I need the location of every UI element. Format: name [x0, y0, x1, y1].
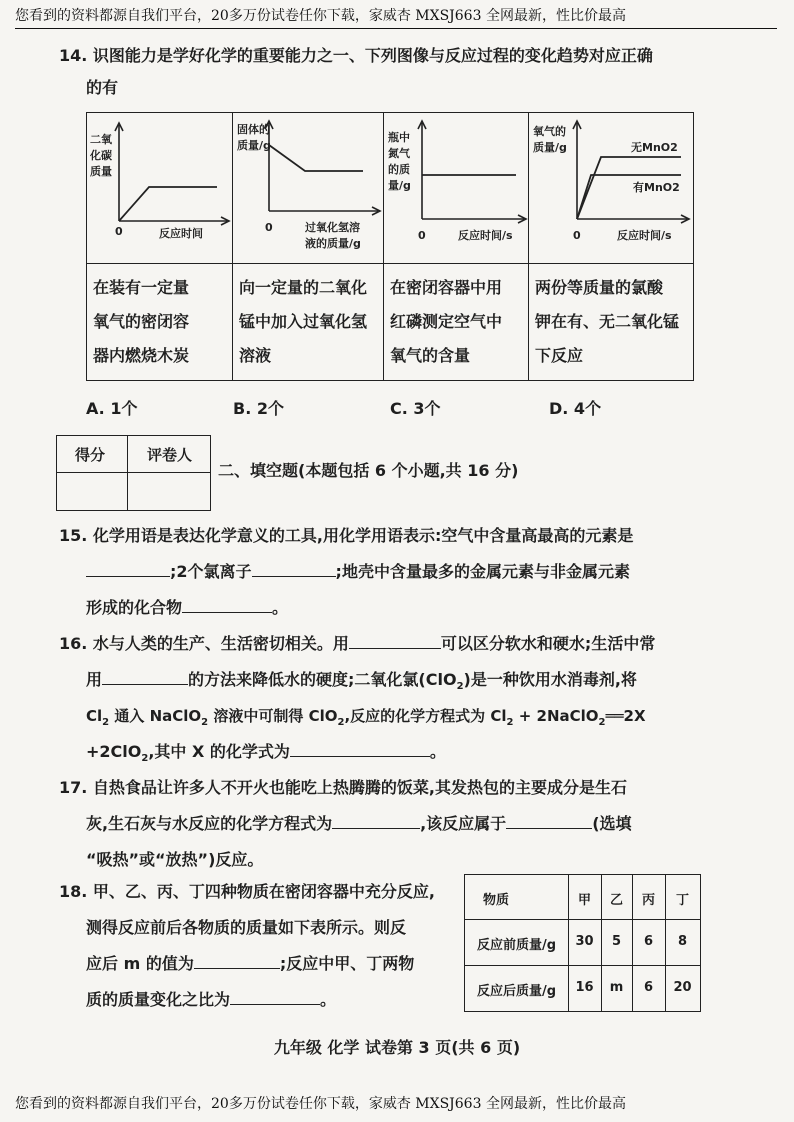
graph-d-curve-label: 无MnO2 [631, 141, 678, 154]
table-cell: 20 [673, 980, 692, 995]
graph-b-ylabel: 质量/g [237, 139, 271, 152]
table-header: 物质 [482, 893, 509, 908]
q15-line2: ;2个氯离子 ;地壳中含量最多的金属元素与非金属元素 [86, 556, 630, 588]
table-header: 丁 [675, 893, 689, 908]
q17-line1: 17. 自热食品让许多人不开火也能吃上热腾腾的饭菜,其发热包的主要成分是生石 [59, 778, 627, 797]
q17-blank[interactable] [332, 810, 420, 829]
page-number-footer: 九年级 化学 试卷第 3 页(共 6 页) [273, 1038, 521, 1057]
q18-blank[interactable] [194, 950, 280, 969]
q16-line4: +2ClO$_2$,其中 X 的化学式为 。 [86, 736, 446, 775]
q16-line1: 16. 水与人类的生产、生活密切相关。用 可以区分软水和硬水;生活中常 [59, 628, 655, 660]
graph-b-ylabel: 固体的 [237, 123, 270, 136]
q16-blank[interactable] [102, 666, 188, 685]
graph-a-ylabel: 化碳 [90, 149, 112, 162]
table-cell: m [609, 980, 624, 995]
table-cell: 6 [643, 934, 654, 949]
q14-line1: 14. 识图能力是学好化学的重要能力之一、下列图像与反应过程的变化趋势对应正确 [59, 46, 653, 65]
graph-b-xlabel: 过氧化氢溶 [305, 221, 360, 234]
q18-line4: 质的质量变化之比为 。 [86, 984, 336, 1016]
q17-line2: 灰,生石灰与水反应的化学方程式为 ,该反应属于 (选填 [86, 808, 632, 840]
q18-line2: 测得反应前后各物质的质量如下表所示。则反 [86, 918, 407, 937]
table-cell: 反应后质量/g [476, 984, 557, 999]
graph-d-description: 两份等质量的氯酸 钾在有、无二氧化锰 下反应 [535, 278, 680, 365]
table-cell: 16 [575, 980, 594, 995]
graph-d-ylabel: 氧气的 [533, 125, 566, 138]
q18-blank[interactable] [230, 986, 320, 1005]
graph-d [529, 113, 693, 263]
graph-d-origin: 0 [573, 229, 581, 242]
q16-line3: $Cl_2$ 通入 NaClO$_2$ 溶液中可制得 ClO$_2$,反应的化学方程式为 $Cl_2$ + 2NaClO$_2$══2X [86, 707, 646, 728]
section-title: 二、填空题(本题包括 6 个小题,共 16 分) [218, 461, 519, 480]
score-divider [57, 472, 210, 473]
q16-line2: 用 的方法来降低水的硬度;二氧化氯(ClO$_2$)是一种饮用水消毒剂,将 [86, 664, 637, 703]
grader-label: 评卷人 [147, 446, 193, 464]
table-divider [87, 263, 693, 264]
q17-blank[interactable] [506, 810, 592, 829]
graph-d-curve-label: 有MnO2 [633, 181, 680, 194]
q14-graph-table [86, 112, 694, 381]
option-c: C. 3个 [390, 399, 441, 418]
option-a: A. 1个 [86, 399, 138, 418]
table-cell: 6 [643, 980, 654, 995]
graph-d-ylabel: 质量/g [533, 141, 567, 154]
graph-c-ylabel: 的质 [388, 163, 410, 176]
graph-c-origin: 0 [418, 229, 426, 242]
option-b: B. 2个 [233, 399, 284, 418]
table-cell: 5 [611, 934, 622, 949]
table-header: 甲 [577, 893, 591, 908]
q14-line2: 的有 [86, 78, 119, 97]
q15-line1: 15. 化学用语是表达化学意义的工具,用化学用语表示:空气中含量高最高的元素是 [59, 526, 634, 545]
graph-c-description: 在密闭容器中用 红磷测定空气中 氧气的含量 [390, 278, 503, 365]
graph-a-origin: 0 [115, 225, 123, 238]
graph-a [87, 113, 232, 263]
graph-c [384, 113, 529, 263]
graph-b-xlabel: 液的质量/g [305, 237, 361, 250]
graph-b [233, 113, 383, 263]
graph-a-ylabel: 二氧 [90, 133, 112, 146]
graph-a-xlabel: 反应时间 [159, 227, 203, 240]
table-header: 乙 [609, 893, 623, 908]
q17-line3: “吸热”或“放热”)反应。 [86, 850, 264, 869]
q18-mass-table [464, 874, 701, 1012]
q16-blank[interactable] [349, 630, 441, 649]
graph-c-ylabel: 氮气 [388, 147, 410, 160]
footer-banner: 您看到的资料都源自我们平台，20多万份试卷任你下载，家威杏 MXSJ663 全网最新，性比价最高 [15, 1096, 626, 1112]
q15-line3: 形成的化合物 。 [86, 592, 288, 624]
q15-blank[interactable] [182, 594, 272, 613]
header-banner: 您看到的资料都源自我们平台，20多万份试卷任你下载，家威杏 MXSJ663 全网最新，性比价最高 [15, 8, 626, 24]
graph-c-ylabel: 瓶中 [388, 131, 410, 144]
q18-line3: 应后 m 的值为 ;反应中甲、丁两物 [86, 948, 414, 980]
table-header: 丙 [641, 893, 655, 908]
table-cell: 30 [575, 934, 594, 949]
table-cell: 8 [677, 934, 688, 949]
graph-c-xlabel: 反应时间/s [458, 229, 513, 242]
q16-blank[interactable] [290, 738, 430, 757]
q15-blank[interactable] [86, 558, 170, 577]
score-box [56, 435, 211, 511]
graph-a-description: 在装有一定量 氧气的密闭容 器内燃烧木炭 [93, 278, 190, 365]
graph-b-origin: 0 [265, 221, 273, 234]
score-divider [127, 436, 128, 510]
score-label: 得分 [75, 446, 106, 464]
table-cell: 反应前质量/g [476, 938, 557, 953]
graph-d-xlabel: 反应时间/s [617, 229, 672, 242]
graph-c-ylabel: 量/g [388, 179, 411, 192]
q15-blank[interactable] [252, 558, 336, 577]
header-rule [15, 28, 777, 29]
option-d: D. 4个 [549, 399, 602, 418]
graph-a-ylabel: 质量 [90, 165, 112, 178]
graph-b-description: 向一定量的二氧化 锰中加入过氧化氢 溶液 [239, 278, 368, 365]
q18-line1: 18. 甲、乙、丙、丁四种物质在密闭容器中充分反应, [59, 882, 435, 901]
